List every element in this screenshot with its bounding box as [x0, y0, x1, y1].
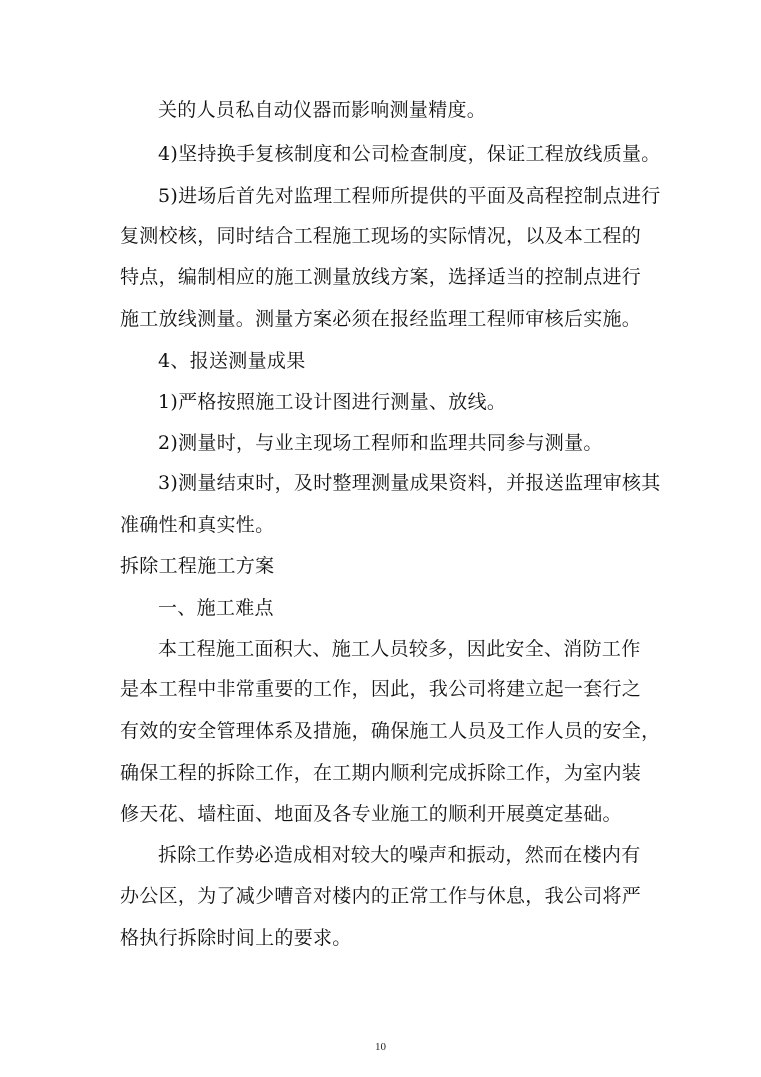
text-line-20: 办公区，为了减少嘈音对楼内的正常工作与休息，我公司将严 — [120, 885, 642, 907]
text-line-16: 有效的安全管理体系及措施，确保施工人员及工作人员的安全， — [120, 720, 661, 742]
text-line-6: 施工放线测量。测量方案必须在报经监理工程师审核后实施。 — [120, 308, 642, 330]
text-line-3: 5)进场后首先对监理工程师所提供的平面及高程控制点进行 — [158, 185, 661, 207]
text-line-19: 拆除工作势必造成相对较大的噪声和振动，然而在楼内有 — [158, 844, 641, 866]
text-line-4: 复测校核，同时结合工程施工现场的实际情况，以及本工程的 — [120, 225, 642, 247]
text-line-8: 1)严格按照施工设计图进行测量、放线。 — [158, 391, 507, 413]
text-line-9: 2)测量时，与业主现场工程师和监理共同参与测量。 — [158, 432, 603, 454]
text-line-17: 确保工程的拆除工作，在工期内顺利完成拆除工作，为室内装 — [120, 762, 642, 784]
text-line-21: 格执行拆除时间上的要求。 — [120, 927, 352, 949]
text-line-11: 准确性和真实性。 — [120, 514, 275, 536]
text-line-14: 本工程施工面积大、施工人员较多，因此安全、消防工作 — [158, 638, 641, 660]
text-line-5: 特点，编制相应的施工测量放线方案，选择适当的控制点进行 — [120, 266, 642, 288]
text-line-7: 4、报送测量成果 — [158, 350, 306, 372]
text-line-15: 是本工程中非常重要的工作，因此，我公司将建立起一套行之 — [120, 678, 642, 700]
text-line-10: 3)测量结束时，及时整理测量成果资料，并报送监理审核其 — [158, 472, 661, 494]
text-line-12: 拆除工程施工方案 — [120, 555, 275, 577]
text-line-18: 修天花、墙柱面、地面及各专业施工的顺利开展奠定基础。 — [120, 803, 622, 825]
page-number: 10 — [375, 1041, 386, 1053]
text-line-1: 关的人员私自动仪器而影响测量精度。 — [158, 99, 487, 121]
text-line-2: 4)坚持换手复核制度和公司检查制度，保证工程放线质量。 — [158, 143, 661, 165]
text-line-13: 一、施工难点 — [158, 597, 274, 619]
